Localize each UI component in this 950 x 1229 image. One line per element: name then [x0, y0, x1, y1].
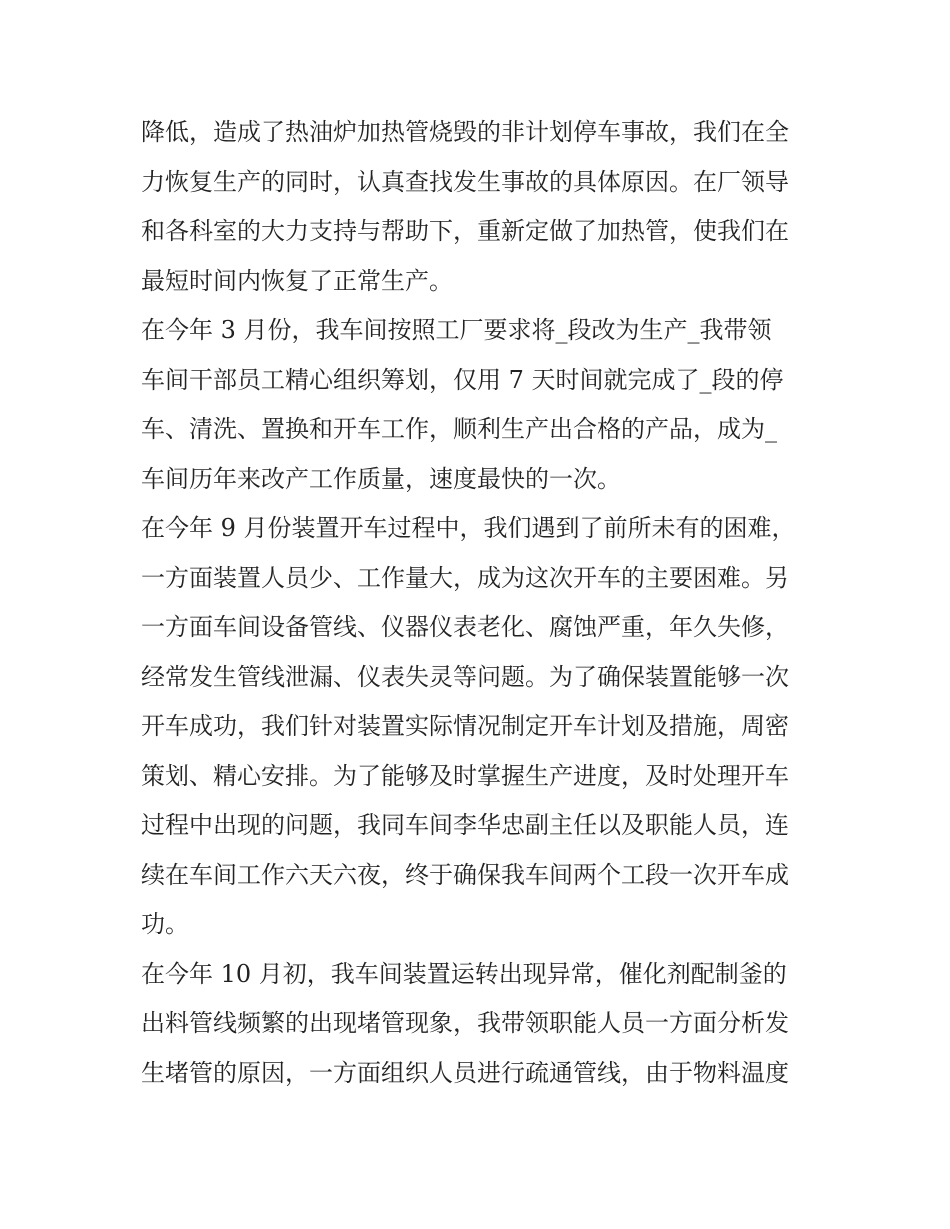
text-line: 一方面车间设备管线、仪器仪表老化、腐蚀严重，年久失修， [141, 613, 789, 641]
text-line: 功。 [141, 910, 189, 938]
text-line: 和各科室的大力支持与帮助下，重新定做了加热管，使我们在 [141, 217, 789, 245]
paragraph-march-conversion [141, 306, 821, 504]
text-line: 生堵管的原因，一方面组织人员进行疏通管线，由于物料温度 [141, 1058, 789, 1087]
text-line: 降低，造成了热油炉加热管烧毁的非计划停车事故，我们在全 [141, 118, 789, 146]
text-line: 在今年 3 月份，我车间按照工厂要求将_段改为生产_我带领 [141, 316, 772, 344]
text-line: 在今年 10 月初，我车间装置运转出现异常，催化剂配制釜的 [141, 959, 787, 988]
text-line: 车间干部员工精心组织筹划，仅用 7 天时间就完成了_段的停 [141, 365, 784, 394]
text-line: 续在车间工作六天六夜，终于确保我车间两个工段一次开车成 [141, 860, 789, 889]
text-line: 开车成功，我们针对装置实际情况制定开车计划及措施，周密 [141, 712, 789, 740]
text-line: 车、清洗、置换和开车工作，顺利生产出合格的产品，成为_ [141, 415, 777, 443]
text-line: 策划、精心安排。为了能够及时掌握生产进度，及时处理开车 [141, 761, 789, 790]
text-line: 最短时间内恢复了正常生产。 [141, 266, 453, 295]
text-line: 经常发生管线泄漏、仪表失灵等问题。为了确保装置能够一次 [141, 662, 789, 691]
text-line: 车间历年来改产工作质量，速度最快的一次。 [141, 464, 621, 493]
text-line: 力恢复生产的同时，认真查找发生事故的具体原因。在厂领导 [141, 167, 789, 196]
text-line: 在今年 9 月份装置开车过程中，我们遇到了前所未有的困难， [141, 514, 796, 542]
paragraph-heating-pipe-incident [141, 108, 821, 306]
text-line: 一方面装置人员少、工作量大，成为这次开车的主要困难。另 [141, 563, 789, 592]
paragraph-september-startup [141, 504, 821, 950]
document-body [141, 108, 821, 1098]
text-line: 出料管线频繁的出现堵管现象，我带领职能人员一方面分析发 [141, 1009, 789, 1037]
paragraph-october-blockage [141, 950, 821, 1099]
text-line: 过程中出现的问题，我同车间李华忠副主任以及职能人员，连 [141, 811, 789, 839]
